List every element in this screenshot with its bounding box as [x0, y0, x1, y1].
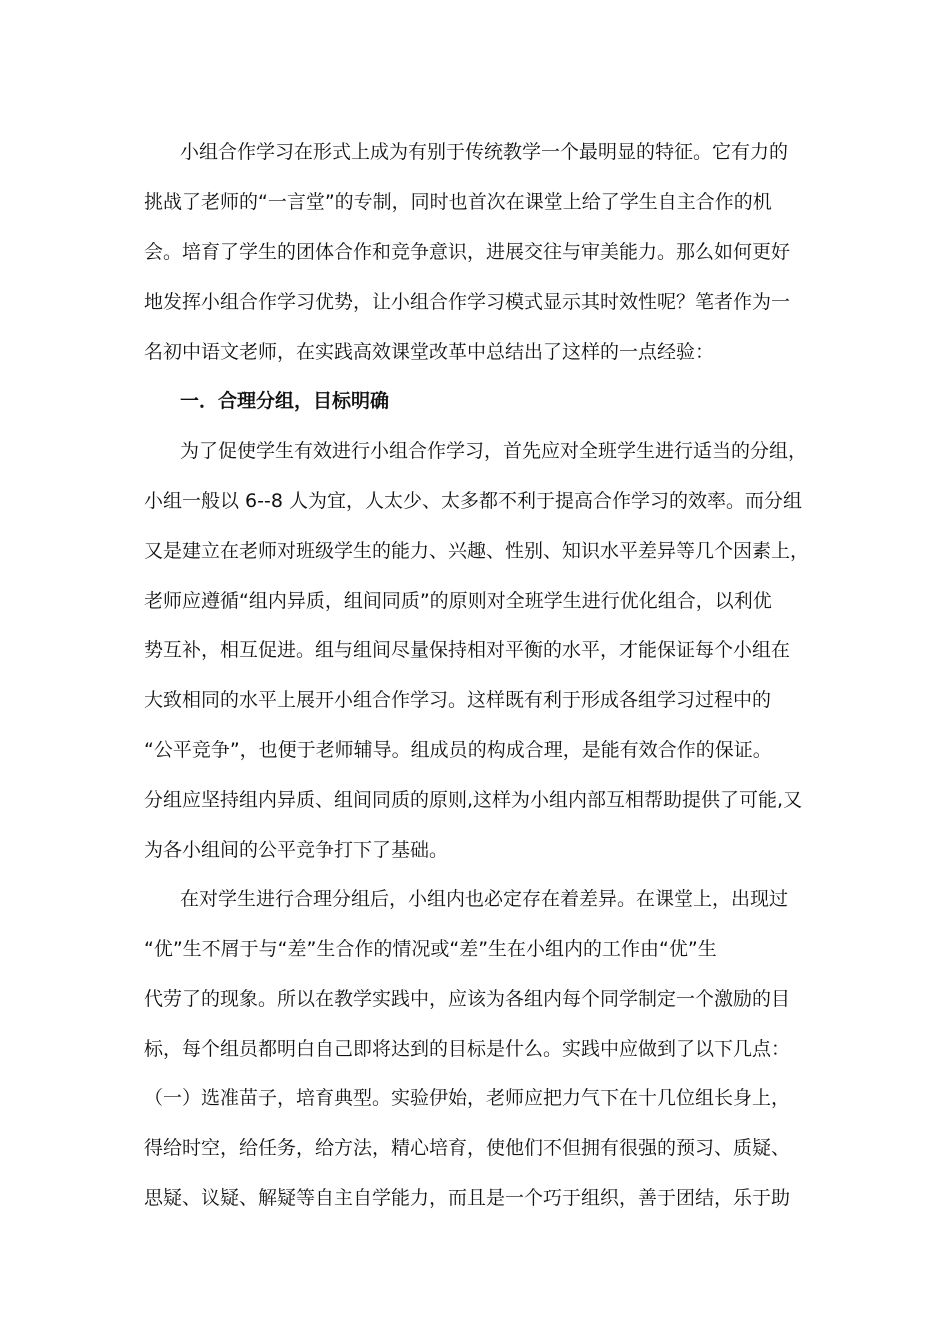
paragraph-line: 标，每个组员都明白自己即将达到的目标是什么。实践中应做到了以下几点： — [144, 1038, 791, 1060]
paragraph-line: （一）选准苗子，培育典型。实验伊始，老师应把力气下在十几位组长身上， — [144, 1087, 791, 1109]
paragraph-line: 为各小组间的公平竞争打下了基础。 — [144, 839, 449, 861]
paragraph-line: 分组应坚持组内异质、组间同质的原则,这样为小组内部互相帮助提供了可能,又 — [144, 789, 803, 811]
paragraph-line: “公平竞争”，也便于老师辅导。组成员的构成合理，是能有效合作的保证。 — [144, 739, 772, 761]
paragraph-line: 又是建立在老师对班级学生的能力、兴趣、性别、知识水平差异等几个因素上， — [144, 540, 810, 562]
paragraph-line: “优”生不屑于与“差”生合作的情况或“差”生在小组内的工作由“优”生 — [144, 938, 717, 960]
paragraph-line: 地发挥小组合作学习优势，让小组合作学习模式显示其时效性呢？笔者作为一 — [144, 291, 791, 313]
paragraph-line: 得给时空，给任务，给方法，精心培育，使他们不但拥有很强的预习、质疑、 — [144, 1137, 791, 1159]
paragraph-line: 会。培育了学生的团体合作和竞争意识，进展交往与审美能力。那么如何更好 — [144, 241, 791, 263]
paragraph-line: 大致相同的水平上展开小组合作学习。这样既有利于形成各组学习过程中的 — [144, 689, 772, 711]
paragraph-line: 为了促使学生有效进行小组合作学习，首先应对全班学生进行适当的分组， — [180, 440, 808, 462]
paragraph-line: 名初中语文老师，在实践高效课堂改革中总结出了这样的一点经验： — [144, 341, 715, 363]
paragraph-line: 思疑、议疑、解疑等自主自学能力，而且是一个巧于组织，善于团结，乐于助 — [144, 1187, 791, 1209]
section-heading: 一．合理分组，目标明确 — [180, 390, 390, 412]
paragraph-line: 小组一般以 6--8 人为宜，人太少、太多都不利于提高合作学习的效率。而分组 — [144, 490, 802, 512]
paragraph-line: 挑战了老师的“一言堂”的专制，同时也首次在课堂上给了学生自主合作的机 — [144, 191, 772, 213]
paragraph-line: 在对学生进行合理分组后，小组内也必定存在着差异。在课堂上，出现过 — [180, 888, 789, 910]
paragraph-line: 势互补，相互促进。组与组间尽量保持相对平衡的水平，才能保证每个小组在 — [144, 639, 791, 661]
paragraph-line: 代劳了的现象。所以在教学实践中，应该为各组内每个同学制定一个激励的目 — [144, 988, 791, 1010]
paragraph-line: 老师应遵循“组内异质，组间同质”的原则对全班学生进行优化组合，以利优 — [144, 590, 772, 612]
paragraph-line: 小组合作学习在形式上成为有别于传统教学一个最明显的特征。它有力的 — [180, 141, 789, 163]
